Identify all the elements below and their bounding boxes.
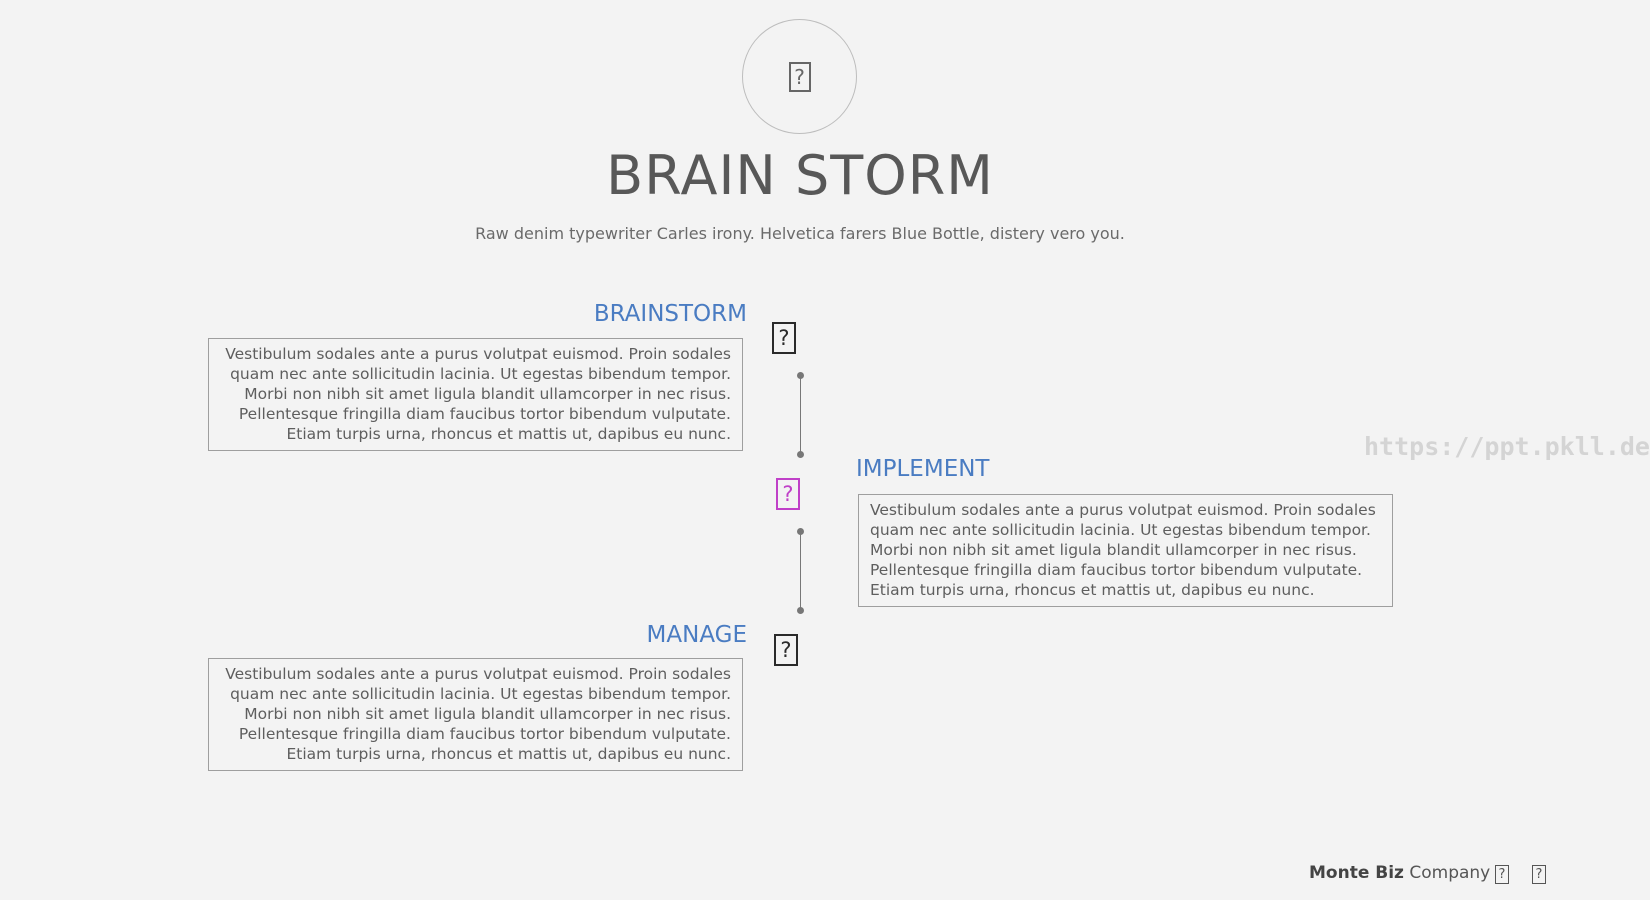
step-text-implement: Vestibulum sodales ante a purus volutpat euismod. Proin sodales quam nec ante sollicitudin lacinia. Ut egestas bibendum tempor. Morbi non nibh sit amet ligula blandit ullamcorper in nec risus. Pellentesque fringilla diam faucibus tortor bibendum vulputate. Etiam turpis urna, rhoncus et mattis ut, dapibus eu nunc.	[858, 494, 1393, 607]
connector-dot	[797, 451, 804, 458]
connector-line	[800, 531, 801, 611]
step-text-brainstorm: Vestibulum sodales ante a purus volutpat euismod. Proin sodales quam nec ante sollicitudin lacinia. Ut egestas bibendum tempor. Morbi non nibh sit amet ligula blandit ullamcorper in nec risus. Pellentesque fringilla diam faucibus tortor bibendum vulputate. Etiam turpis urna, rhoncus et mattis ut, dapibus eu nunc.	[208, 338, 743, 451]
question-box-icon[interactable]: ?	[1495, 865, 1509, 884]
footer-brand-bold: Monte Biz	[1309, 863, 1404, 883]
step-heading-brainstorm: BRAINSTORM	[593, 301, 747, 327]
step-text-manage: Vestibulum sodales ante a purus volutpat euismod. Proin sodales quam nec ante sollicitudin lacinia. Ut egestas bibendum tempor. Morbi non nibh sit amet ligula blandit ullamcorper in nec risus. Pellentesque fringilla diam faucibus tortor bibendum vulputate. Etiam turpis urna, rhoncus et mattis ut, dapibus eu nunc.	[208, 658, 743, 771]
connector-line	[800, 375, 801, 455]
question-box-icon[interactable]: ?	[1532, 865, 1546, 884]
question-box-icon: ?	[772, 322, 796, 354]
footer-brand	[1309, 863, 1490, 883]
question-box-icon: ?	[789, 62, 811, 92]
header-badge	[742, 19, 857, 134]
step-heading-manage: MANAGE	[646, 622, 747, 648]
footer-brand-rest: Company	[1409, 863, 1491, 883]
question-box-icon: ?	[776, 478, 800, 510]
page-subtitle: Raw denim typewriter Carles irony. Helvetica farers Blue Bottle, distery vero you.	[475, 224, 1125, 243]
connector-dot	[797, 607, 804, 614]
page-title: BRAIN STORM	[606, 144, 994, 207]
watermark: https://ppt.pkll.de	[1364, 432, 1650, 461]
step-heading-implement: IMPLEMENT	[856, 456, 990, 482]
question-box-icon: ?	[774, 634, 798, 666]
